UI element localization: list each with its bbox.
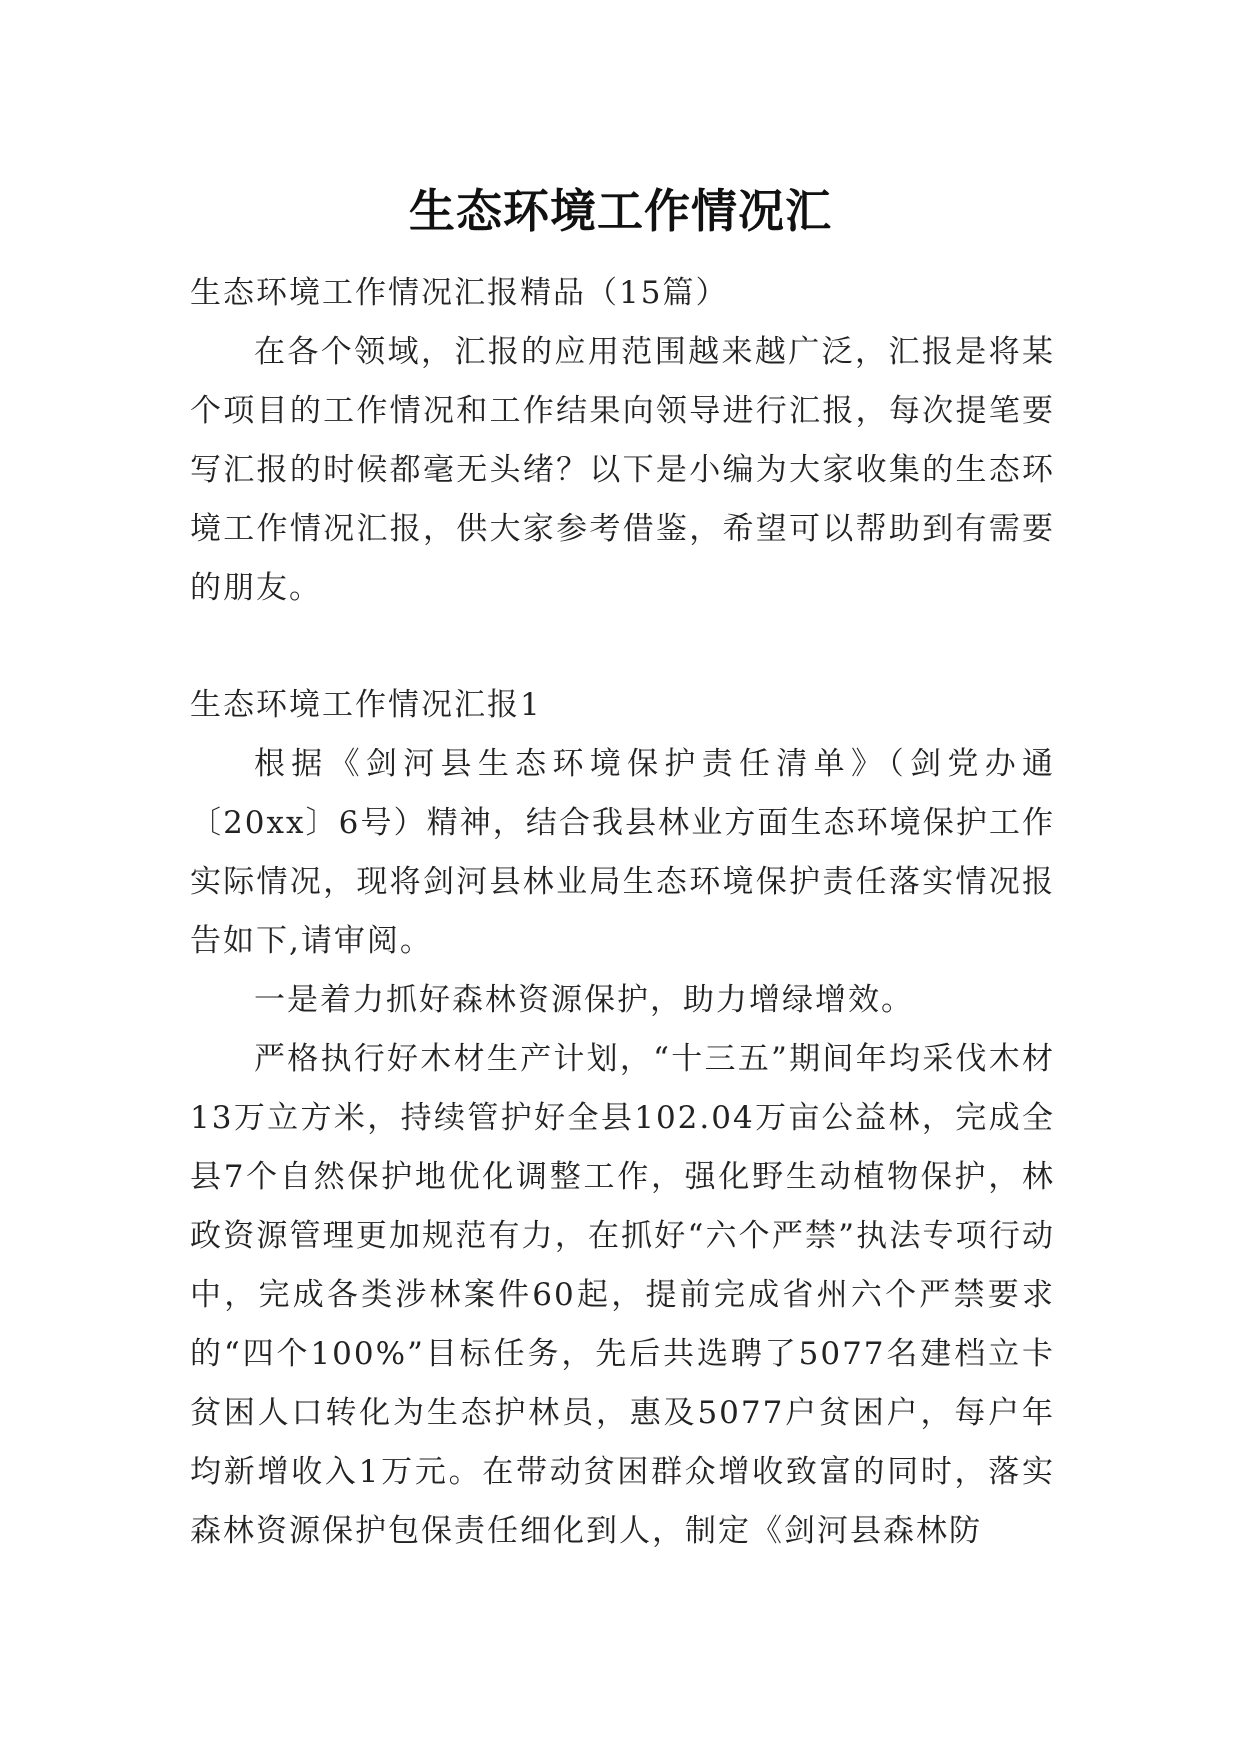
section-1 (190, 676, 1055, 1561)
document-title: 生态环境工作情况汇 (409, 183, 832, 238)
document-subtitle: 生态环境工作情况汇报精品（15篇） (190, 275, 729, 311)
section-1-paragraph: 根据《剑河县生态环境保护责任清单》（剑党办通〔20xx〕6号）精神，结合我县林业方面生态环境保护工作实际情况，现将剑河县林业局生态环境保护责任落实情况报告如下,请审阅。 (190, 746, 1055, 959)
intro-paragraph: 在各个领域，汇报的应用范围越来越广泛，汇报是将某个项目的工作情况和工作结果向领导进行汇报，每次提笔要写汇报的时候都毫无头绪？以下是小编为大家收集的生态环境工作情况汇报，供大家参考借鉴，希望可以帮助到有需要的朋友。 (190, 334, 1055, 606)
document-body (190, 264, 1055, 618)
section-1-paragraph: 严格执行好木材生产计划，“十三五”期间年均采伐木材13万立方米，持续管护好全县102.04万亩公益林，完成全县7个自然保护地优化调整工作，强化野生动植物保护，林政资源管理更加规范有力，在抓好“六个严禁”执法专项行动中，完成各类涉林案件60起，提前完成省州六个严禁要求的“四个100%”目标任务，先后共选聘了5077名建档立卡贫困人口转化为生态护林员，惠及5077户贫困户，每户年均新增收入1万元。在带动贫困群众增收致富的同时，落实森林资源保护包保责任细化到人，制定《剑河县森林防 (190, 1041, 1055, 1549)
section-1-heading: 生态环境工作情况汇报1 (190, 687, 542, 723)
section-1-paragraph: 一是着力抓好森林资源保护，助力增绿增效。 (254, 982, 914, 1018)
